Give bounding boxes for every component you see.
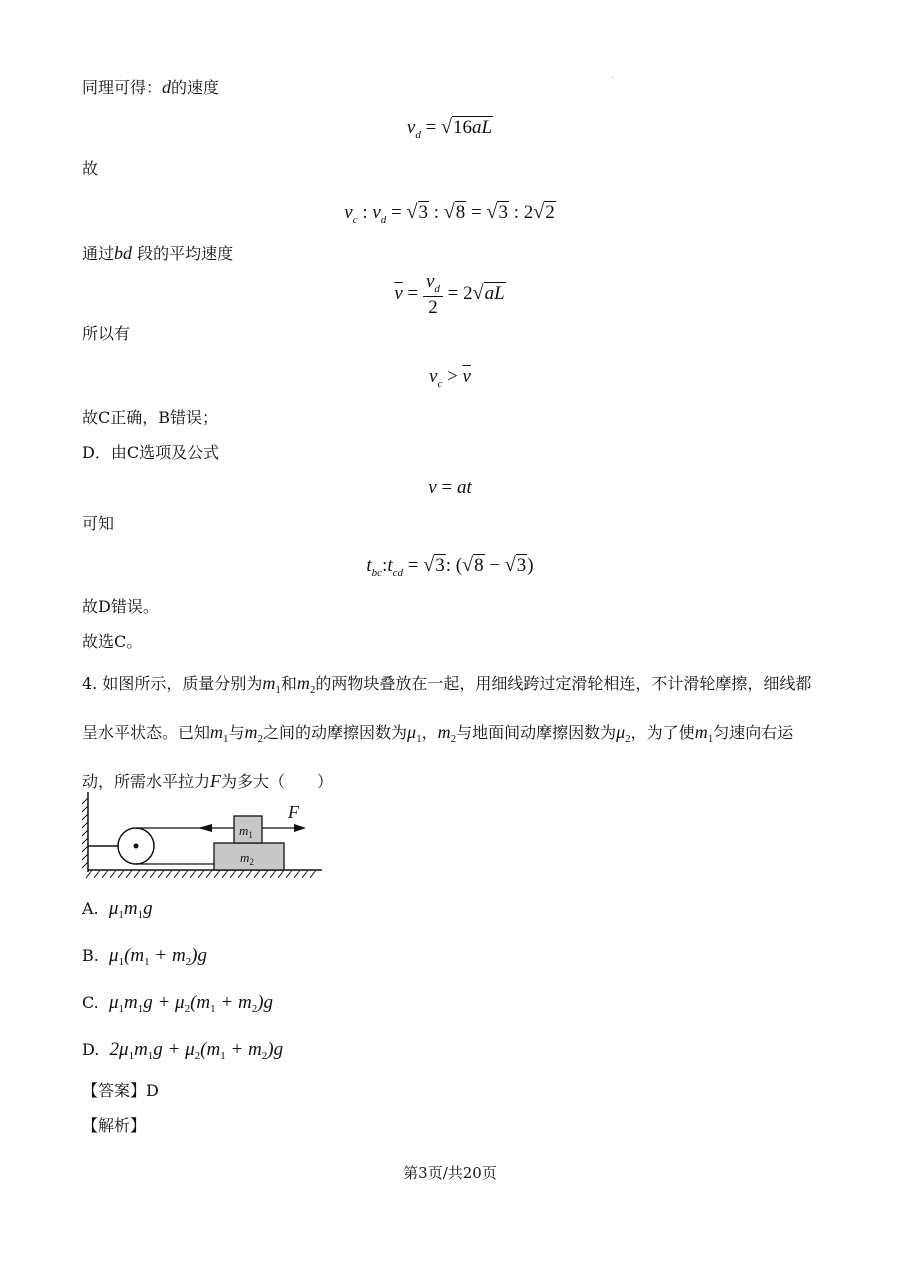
equation-vc-vd-ratio: $v_c$ : $v_d = √3$ : √8 = √3 : 2√2 <box>344 201 555 226</box>
analysis-label: 【解析】 <box>82 1116 147 1135</box>
equation-v-at: v = at <box>428 477 472 498</box>
label-m1: $m_1$ <box>239 823 253 840</box>
option-a[interactable] <box>82 899 153 921</box>
option-d-letter: D. <box>82 1040 100 1059</box>
option-d-formula: $2\mu_1m_1g + \mu_2(m_1 + m_2)g$ <box>109 1039 284 1062</box>
option-a-formula: $\mu_1m_1g$ <box>108 898 153 921</box>
text-line-know: 可知 <box>82 514 115 533</box>
page-footer: 第3页/共20页 <box>403 1164 497 1182</box>
text-line-therefore: 故 <box>82 159 99 178</box>
wall-hatching <box>82 798 88 868</box>
pulley-diagram <box>80 790 330 882</box>
option-b-letter: B. <box>82 946 99 965</box>
question-4: 4. 如图所示，质量分别为$m_1$和$m_2$的两物块叠放在一起，用细线跨过定滑轮相连，不计滑轮摩擦，细线都呈水平状态。已知$m_1$与$m_2$之间的动摩擦因数为$\mu_1$，$m_2$与地面间动摩擦因数为$\mu_2$，为了使$m_1$匀速向右运动，所需水平拉力F为多大（ ） <box>82 673 812 791</box>
equation-vc-greater: $v_c > \overline{v}$ <box>429 366 471 390</box>
text-line-d-wrong: 故D错误。 <box>82 597 159 616</box>
scan-dot <box>612 77 613 78</box>
option-a-letter: A. <box>82 899 99 918</box>
ground-hatching <box>86 870 316 878</box>
force-label: F <box>288 802 299 822</box>
answer-label: 【答案】D <box>82 1081 159 1100</box>
option-d[interactable] <box>82 1040 283 1062</box>
label-m2: $m_2$ <box>240 850 254 867</box>
equation-time-ratio: $t_{bc}:t_{cd} = √3$: (√8 − √3) <box>366 554 534 579</box>
equation-average-velocity: $\overline{v}$ = $\frac{v_d}{2}$ = 2√aL <box>394 271 505 318</box>
text-line-d-velocity: 同理可得：d的速度 <box>82 77 220 97</box>
option-b[interactable] <box>82 946 207 968</box>
option-c-letter: C. <box>82 993 99 1012</box>
force-arrow <box>294 824 306 832</box>
string-tension-arrow <box>198 824 212 832</box>
text-line-average-velocity: 通过bd 段的平均速度 <box>82 243 234 263</box>
text-line-d-option: D．由C选项及公式 <box>82 443 220 462</box>
text-line-c-correct: 故C正确，B错误； <box>82 408 219 427</box>
question-number: 4. <box>82 674 98 693</box>
text-line-so: 所以有 <box>82 324 131 343</box>
option-c-formula: $\mu_1m_1g + \mu_2(m_1 + m_2)g$ <box>108 992 274 1015</box>
equation-vd: $v_d = √16aL$ <box>406 116 493 141</box>
text-line-choose-c: 故选C。 <box>82 632 143 651</box>
option-b-formula: $\mu_1(m_1 + m_2)g$ <box>109 945 207 968</box>
option-c[interactable] <box>82 993 273 1015</box>
pulley-axle <box>134 844 139 849</box>
